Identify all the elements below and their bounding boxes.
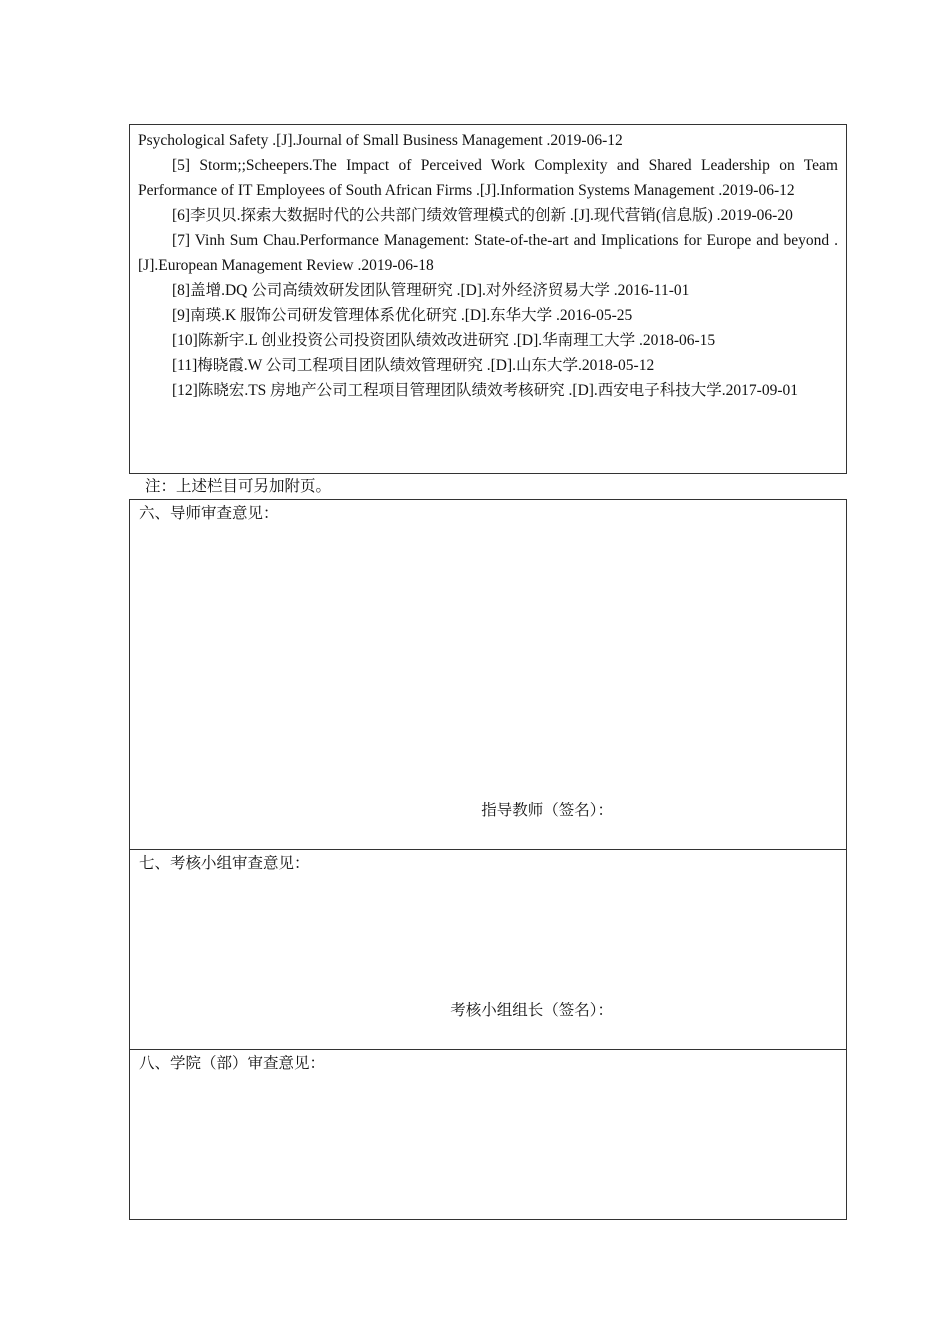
reference-line: [10]陈新宇.L 创业投资公司投资团队绩效改进研究 .[D].华南理工大学 .2018-06-15 bbox=[172, 332, 716, 349]
references-box bbox=[129, 124, 847, 474]
school-review-heading: 八、学院（部）审查意见： bbox=[139, 1055, 326, 1072]
reference-line: Psychological Safety .[J].Journal of Small Business Management .2019-06-12 bbox=[138, 132, 623, 149]
panel-review-heading: 七、考核小组审查意见： bbox=[139, 855, 310, 872]
reference-line: [9]南瑛.K 服饰公司研发管理体系优化研究 .[D].东华大学 .2016-05-25 bbox=[172, 307, 633, 324]
advisor-review-heading: 六、导师审查意见： bbox=[139, 505, 279, 522]
advisor-review-section bbox=[129, 499, 847, 850]
reference-line: [6]李贝贝.探索大数据时代的公共部门绩效管理模式的创新 .[J].现代营销(信息版) .2019-06-20 bbox=[172, 207, 793, 224]
reference-line: [8]盖增.DQ 公司高绩效研发团队管理研究 .[D].对外经济贸易大学 .2016-11-01 bbox=[172, 282, 690, 299]
attachment-note: 注：上述栏目可另加附页。 bbox=[145, 478, 332, 495]
reference-line: [11]梅晓霞.W 公司工程项目团队绩效管理研究 .[D].山东大学.2018-05-12 bbox=[172, 357, 655, 374]
advisor-signature-label: 指导教师（签名）： bbox=[481, 802, 613, 819]
panel-review-section bbox=[129, 849, 847, 1050]
reference-line: [12]陈晓宏.TS 房地产公司工程项目管理团队绩效考核研究 .[D].西安电子科技大学.2017-09-01 bbox=[172, 382, 799, 399]
school-review-section bbox=[129, 1049, 847, 1220]
reference-line: [5] Storm;;Scheepers.The Impact of Perceived Work Complexity and Shared Leadership on Team Performance of IT Employees of South African Firms .[J].Information Systems Management .2019-06-12 bbox=[138, 157, 838, 199]
reference-line: [7] Vinh Sum Chau.Performance Management: State‐of‐the‐art and Implications for Europe and beyond .[J].European Management Review .2019-06-18 bbox=[138, 232, 838, 274]
panel-leader-signature-label: 考核小组组长（签名）： bbox=[450, 1002, 613, 1019]
